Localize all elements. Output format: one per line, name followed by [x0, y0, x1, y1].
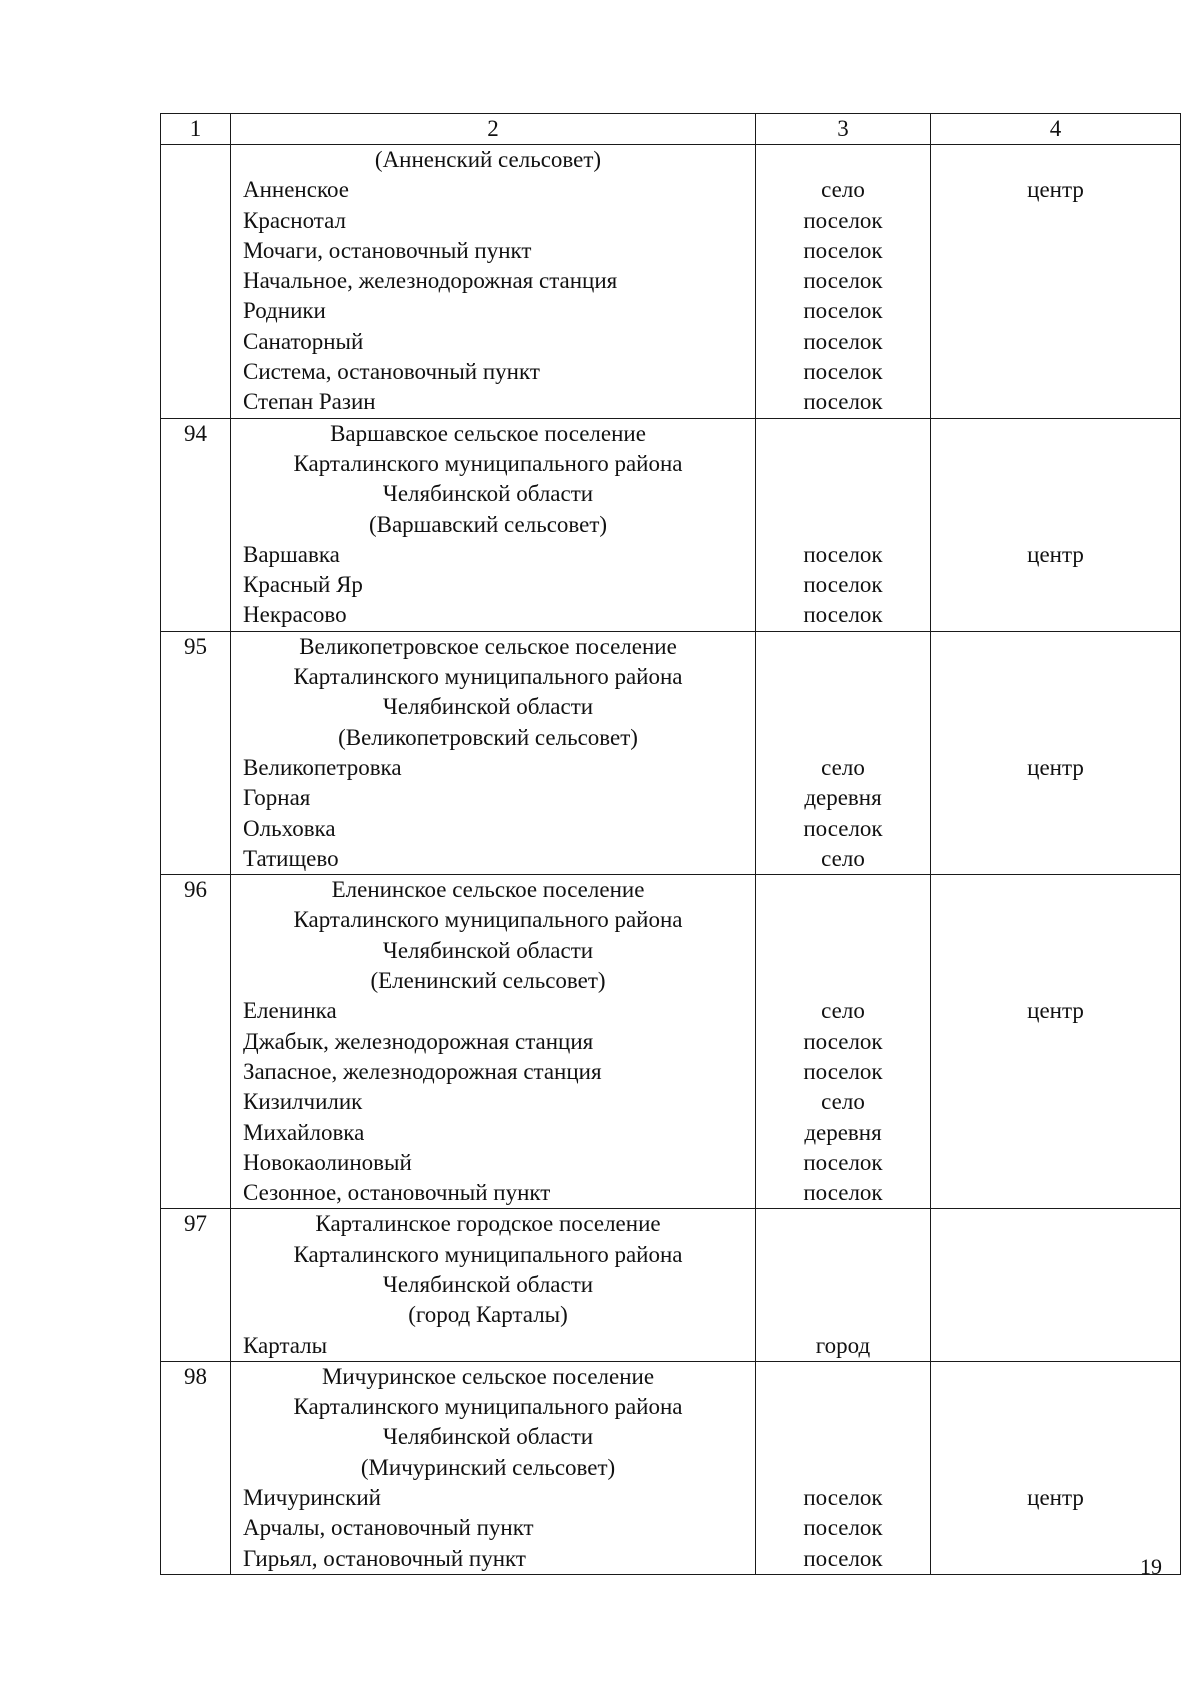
settlement-type: поселок	[803, 328, 883, 354]
municipality-header-line: (Великопетровский сельсовет)	[338, 724, 638, 750]
settlement-types-cell	[756, 1361, 931, 1574]
settlement-name: Начальное, железнодорожная станция	[243, 268, 618, 294]
settlement-name: Сезонное, остановочный пункт	[243, 1180, 551, 1206]
settlement-status: центр	[1027, 1485, 1084, 1511]
table-row	[161, 1361, 1181, 1574]
settlement-type: поселок	[803, 1180, 883, 1206]
spacer-line	[756, 510, 930, 540]
settlement-types-cell	[756, 631, 931, 874]
table-row	[161, 145, 1181, 419]
municipality-header-line: Еленинское сельское поселение	[331, 877, 645, 903]
header-row	[161, 114, 1181, 145]
settlement-status	[931, 1118, 1180, 1148]
settlement-type: поселок	[803, 298, 883, 324]
municipality-header-line: Карталинское городское поселение	[315, 1211, 661, 1237]
settlement-type: поселок	[803, 541, 883, 567]
settlement-status	[931, 387, 1180, 417]
settlement-types-cell	[756, 145, 931, 419]
settlement-status	[931, 327, 1180, 357]
settlement-status	[931, 1513, 1180, 1543]
settlement-type: село	[821, 754, 865, 780]
settlement-status	[931, 266, 1180, 296]
settlement-status	[931, 1178, 1180, 1208]
settlement-type: поселок	[803, 572, 883, 598]
row-number: 94	[161, 418, 231, 631]
spacer-line	[931, 145, 1180, 175]
column-header-status: 4	[931, 114, 1181, 145]
settlement-status: центр	[1027, 754, 1084, 780]
settlement-status	[931, 357, 1180, 387]
spacer-line	[931, 723, 1180, 753]
settlement-name: Татищево	[243, 845, 339, 871]
municipality-header-line: Челябинской области	[382, 1271, 594, 1297]
settlement-name: Мичуринский	[243, 1485, 381, 1511]
spacer-line	[756, 145, 930, 175]
spacer-line	[931, 1209, 1180, 1239]
settlement-status: центр	[1027, 998, 1084, 1024]
table-row	[161, 418, 1181, 631]
settlement-type: деревня	[804, 1119, 882, 1145]
settlement-status-cell	[931, 1361, 1181, 1574]
settlement-name: Джабык, железнодорожная станция	[243, 1028, 594, 1054]
settlement-type: село	[821, 845, 865, 871]
settlement-type: поселок	[803, 268, 883, 294]
settlement-name: Михайловка	[243, 1119, 365, 1145]
settlement-names-cell	[231, 418, 756, 631]
settlement-name: Краснотал	[243, 207, 346, 233]
settlement-status	[931, 1057, 1180, 1087]
settlement-status	[931, 236, 1180, 266]
settlement-status-cell	[931, 418, 1181, 631]
settlement-names-cell	[231, 875, 756, 1209]
settlement-status	[931, 1027, 1180, 1057]
spacer-line	[931, 632, 1180, 662]
column-header-type: 3	[756, 114, 931, 145]
settlement-name: Анненское	[243, 177, 349, 203]
municipality-header-line: Карталинского муниципального района	[293, 907, 683, 933]
settlement-name: Новокаолиновый	[243, 1149, 412, 1175]
settlement-name: Родники	[243, 298, 326, 324]
spacer-line	[931, 419, 1180, 449]
settlement-type: поселок	[803, 815, 883, 841]
spacer-line	[756, 966, 930, 996]
spacer-line	[931, 662, 1180, 692]
settlement-status	[931, 570, 1180, 600]
table-body	[161, 145, 1181, 1575]
municipality-header-line: (город Карталы)	[408, 1302, 568, 1328]
spacer-line	[756, 1209, 930, 1239]
settlement-type: поселок	[803, 359, 883, 385]
row-number: 96	[161, 875, 231, 1209]
spacer-line	[931, 905, 1180, 935]
settlement-type: поселок	[803, 207, 883, 233]
table-row	[161, 1209, 1181, 1361]
spacer-line	[756, 1362, 930, 1392]
settlement-status: центр	[1027, 541, 1084, 567]
spacer-line	[756, 449, 930, 479]
spacer-line	[756, 632, 930, 662]
spacer-line	[931, 1362, 1180, 1392]
settlement-status	[931, 814, 1180, 844]
table-header	[161, 114, 1181, 145]
column-header-number: 1	[161, 114, 231, 145]
municipality-header-line: (Варшавский сельсовет)	[368, 511, 608, 537]
municipality-header-line: Челябинской области	[382, 481, 594, 507]
settlement-status	[931, 844, 1180, 874]
settlement-name: Запасное, железнодорожная станция	[243, 1058, 602, 1084]
settlements-table	[160, 113, 1181, 1575]
settlement-names-cell	[231, 1209, 756, 1361]
settlement-name: Санаторный	[243, 328, 364, 354]
spacer-line	[931, 1300, 1180, 1330]
settlement-type: город	[815, 1332, 871, 1358]
settlement-status-cell	[931, 145, 1181, 419]
spacer-line	[931, 966, 1180, 996]
settlement-type: поселок	[803, 237, 883, 263]
municipality-header-line: Челябинской области	[382, 937, 594, 963]
municipality-header-line: Мичуринское сельское поселение	[321, 1363, 655, 1389]
settlement-status-cell	[931, 1209, 1181, 1361]
spacer-line	[931, 875, 1180, 905]
settlement-name: Арчалы, остановочный пункт	[243, 1515, 534, 1541]
spacer-line	[756, 692, 930, 722]
settlement-types-cell	[756, 418, 931, 631]
settlement-types-cell	[756, 1209, 931, 1361]
spacer-line	[756, 1300, 930, 1330]
settlement-name: Варшавка	[243, 541, 340, 567]
settlement-type: поселок	[803, 1545, 883, 1571]
settlement-name: Кизилчилик	[243, 1089, 363, 1115]
settlement-types-cell	[756, 875, 931, 1209]
municipality-header-line: (Анненский сельсовет)	[374, 147, 602, 172]
settlement-name: Карталы	[243, 1332, 328, 1358]
settlement-status	[931, 1087, 1180, 1117]
spacer-line	[931, 449, 1180, 479]
settlement-status	[931, 1148, 1180, 1178]
settlement-name: Великопетровка	[243, 754, 402, 780]
settlement-names-cell	[231, 145, 756, 419]
settlement-name: Красный Яр	[243, 572, 363, 598]
settlement-status-cell	[931, 875, 1181, 1209]
settlement-status	[931, 1331, 1180, 1361]
municipality-header-line: Челябинской области	[382, 1424, 594, 1450]
settlement-type: поселок	[803, 602, 883, 628]
settlement-type: поселок	[803, 1058, 883, 1084]
settlement-status	[931, 296, 1180, 326]
municipality-header-line: Карталинского муниципального района	[293, 664, 683, 690]
spacer-line	[931, 1392, 1180, 1422]
municipality-header-line: (Мичуринский сельсовет)	[360, 1454, 616, 1480]
settlement-status	[931, 206, 1180, 236]
settlement-names-cell	[231, 1361, 756, 1574]
settlement-type: поселок	[803, 1515, 883, 1541]
spacer-line	[756, 875, 930, 905]
spacer-line	[931, 1240, 1180, 1270]
settlement-name: Горная	[243, 785, 311, 811]
spacer-line	[931, 1453, 1180, 1483]
municipality-header-line: Карталинского муниципального района	[293, 450, 683, 476]
row-number: 97	[161, 1209, 231, 1361]
municipality-header-line: Челябинской области	[382, 694, 594, 720]
spacer-line	[756, 936, 930, 966]
page-number: 19	[1140, 1554, 1162, 1579]
settlement-type: деревня	[804, 785, 882, 811]
settlement-name: Ольховка	[243, 815, 336, 841]
settlement-name: Гирьял, остановочный пункт	[243, 1545, 526, 1571]
settlement-type: поселок	[803, 389, 883, 415]
spacer-line	[931, 936, 1180, 966]
row-number: 98	[161, 1361, 231, 1574]
settlement-type: поселок	[803, 1028, 883, 1054]
settlement-type: поселок	[803, 1485, 883, 1511]
spacer-line	[931, 1422, 1180, 1452]
row-number: 95	[161, 631, 231, 874]
spacer-line	[756, 723, 930, 753]
municipality-header-line: Карталинского муниципального района	[293, 1394, 683, 1420]
municipality-header-line: (Еленинский сельсовет)	[370, 968, 606, 994]
spacer-line	[756, 1240, 930, 1270]
settlement-status-cell	[931, 631, 1181, 874]
column-header-name: 2	[231, 114, 756, 145]
spacer-line	[756, 662, 930, 692]
settlement-type: село	[821, 1089, 865, 1115]
table-row	[161, 875, 1181, 1209]
spacer-line	[931, 510, 1180, 540]
municipality-header-line: Карталинского муниципального района	[293, 1241, 683, 1267]
row-number	[161, 145, 231, 419]
spacer-line	[756, 1453, 930, 1483]
spacer-line	[931, 692, 1180, 722]
settlement-name: Некрасово	[243, 602, 347, 628]
municipality-header-line: Великопетровское сельское поселение	[299, 633, 677, 659]
settlement-name: Степан Разин	[243, 389, 376, 415]
spacer-line	[931, 1270, 1180, 1300]
settlement-type: село	[821, 177, 865, 203]
settlement-name: Мочаги, остановочный пункт	[243, 237, 532, 263]
settlement-status: центр	[1027, 177, 1084, 203]
table-row	[161, 631, 1181, 874]
settlement-name: Еленинка	[243, 998, 337, 1024]
spacer-line	[756, 419, 930, 449]
settlement-type: поселок	[803, 1149, 883, 1175]
settlement-status	[931, 600, 1180, 630]
spacer-line	[756, 905, 930, 935]
spacer-line	[931, 479, 1180, 509]
settlement-name: Система, остановочный пункт	[243, 359, 540, 385]
spacer-line	[756, 1392, 930, 1422]
municipality-header-line: Варшавское сельское поселение	[330, 420, 646, 446]
settlement-type: село	[821, 998, 865, 1024]
spacer-line	[756, 1270, 930, 1300]
settlement-status	[931, 783, 1180, 813]
spacer-line	[756, 1422, 930, 1452]
spacer-line	[756, 479, 930, 509]
settlement-names-cell	[231, 631, 756, 874]
